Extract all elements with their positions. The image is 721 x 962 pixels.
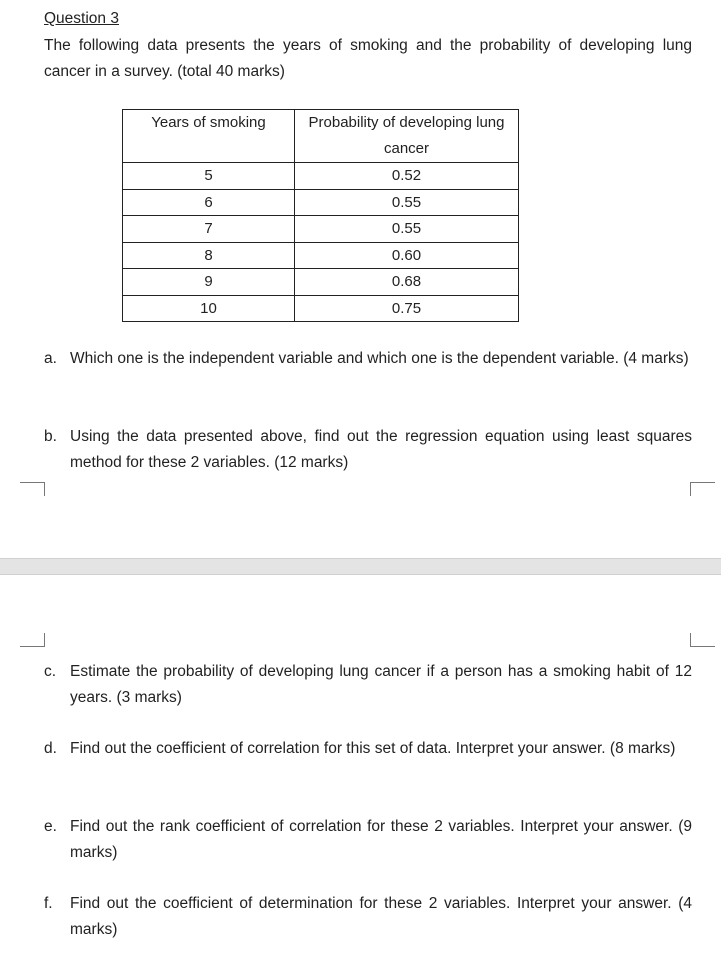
table-row	[123, 269, 519, 296]
page-break-gap	[0, 558, 721, 575]
cell-years: 5	[123, 163, 295, 190]
cell-probability: 0.68	[295, 269, 519, 296]
question-intro: The following data presents the years of smoking and the probability of developing lung cancer in a survey. (total 40 marks)	[44, 37, 692, 80]
table-row	[123, 295, 519, 322]
question-text: Which one is the independent variable and which one is the dependent variable. (4 marks)	[70, 350, 689, 367]
table-row	[123, 242, 519, 269]
table-row	[123, 216, 519, 243]
header-probability: Probability of developing lung cancer	[295, 110, 519, 163]
cell-years: 9	[123, 269, 295, 296]
cell-probability: 0.55	[295, 189, 519, 216]
question-text: Find out the rank coefficient of correlation for these 2 variables. Interpret your answer. (9 marks)	[70, 818, 692, 861]
question-label: e.	[44, 818, 57, 835]
question-c	[44, 659, 692, 711]
table-header-row	[123, 110, 519, 163]
question-b	[44, 424, 692, 476]
margin-corner-mark	[20, 482, 45, 496]
table-row	[123, 163, 519, 190]
cell-years: 6	[123, 189, 295, 216]
margin-corner-mark	[690, 482, 715, 496]
question-label: a.	[44, 350, 57, 367]
margin-corner-mark	[20, 633, 45, 647]
question-a	[44, 346, 692, 372]
margin-corner-mark	[690, 633, 715, 647]
cell-years: 7	[123, 216, 295, 243]
document-page-2	[0, 575, 721, 962]
cell-years: 8	[123, 242, 295, 269]
question-label: c.	[44, 663, 57, 680]
header-years: Years of smoking	[123, 110, 295, 163]
question-text: Find out the coefficient of correlation for this set of data. Interpret your answer. (8 marks)	[70, 740, 676, 757]
cell-years: 10	[123, 295, 295, 322]
question-label: b.	[44, 428, 57, 445]
question-title: Question 3	[44, 10, 119, 27]
cell-probability: 0.55	[295, 216, 519, 243]
cell-probability: 0.75	[295, 295, 519, 322]
data-table	[122, 109, 519, 322]
cell-probability: 0.60	[295, 242, 519, 269]
question-text: Using the data presented above, find out the regression equation using least squares method for these 2 variables. (12 marks)	[70, 428, 692, 471]
table-row	[123, 189, 519, 216]
question-text: Find out the coefficient of determination for these 2 variables. Interpret your answer. (4 marks)	[70, 895, 692, 938]
cell-probability: 0.52	[295, 163, 519, 190]
question-text: Estimate the probability of developing lung cancer if a person has a smoking habit of 12 years. (3 marks)	[70, 663, 692, 706]
question-d	[44, 736, 692, 762]
question-label: f.	[44, 895, 53, 912]
question-label: d.	[44, 740, 57, 757]
question-e	[44, 814, 692, 866]
question-f	[44, 891, 692, 943]
